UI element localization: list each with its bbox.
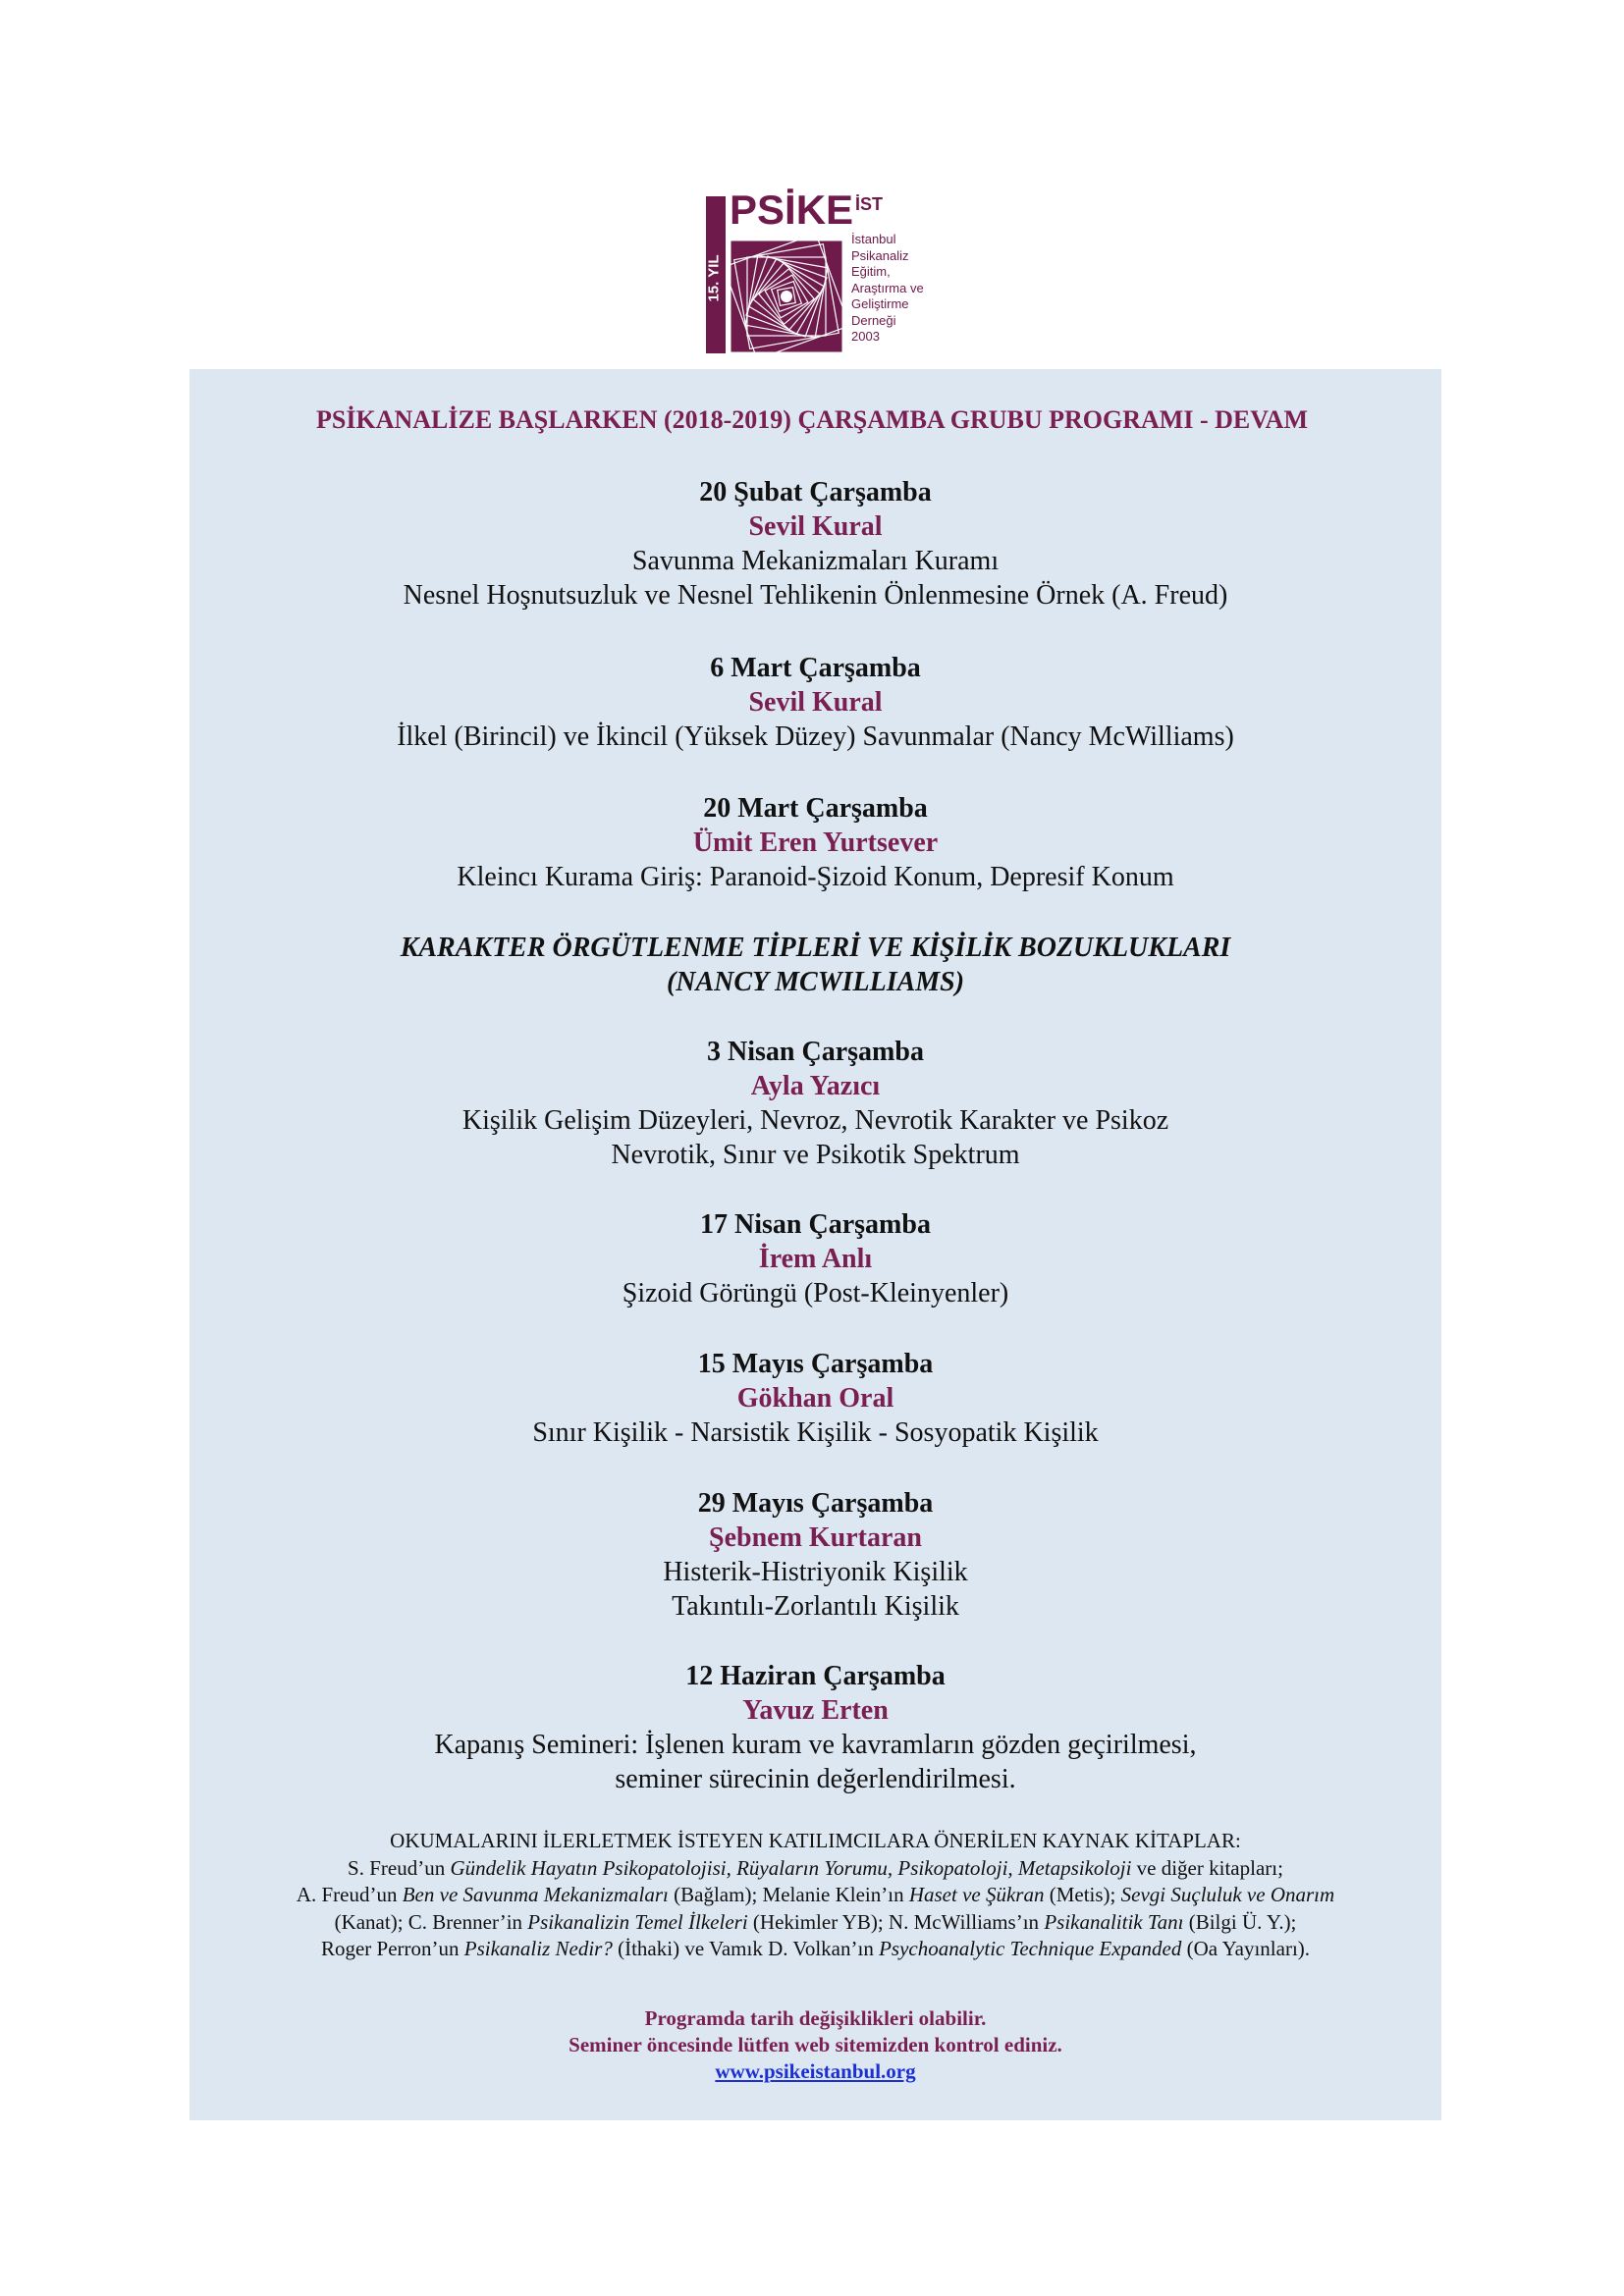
session-speaker: İrem Anlı xyxy=(758,1244,873,1274)
session-date: 29 Mayıs Çarşamba xyxy=(697,1488,934,1519)
session-speaker: Sevil Kural xyxy=(748,687,883,718)
session-topic: Nevrotik, Sınır ve Psikotik Spektrum xyxy=(611,1140,1020,1170)
session-topic: Takıntılı-Zorlantılı Kişilik xyxy=(672,1591,959,1622)
psike-logo xyxy=(706,187,937,363)
reading-line xyxy=(189,1855,1441,1883)
session-date: 3 Nisan Çarşamba xyxy=(707,1037,924,1067)
session-speaker: Sevil Kural xyxy=(748,511,883,542)
session-block xyxy=(189,1347,1441,1450)
reading-text: (Metis); xyxy=(1044,1883,1121,1906)
check-website-note: Seminer öncesinde lütfen web sitemizden kontrol ediniz. xyxy=(568,2033,1062,2056)
footer-notes xyxy=(189,2005,1441,2085)
session-block xyxy=(189,1486,1441,1624)
tagline-line: Eğitim, xyxy=(851,264,891,279)
reading-text: (Hekimler YB); N. McWilliams’ın xyxy=(747,1909,1045,1934)
book-title: Psychoanalytic Technique Expanded xyxy=(879,1937,1182,1960)
session-date: 17 Nisan Çarşamba xyxy=(700,1209,931,1240)
session-topic: Şizoid Görüngü (Post-Kleinyenler) xyxy=(622,1278,1009,1308)
session-speaker: Yavuz Erten xyxy=(742,1695,889,1726)
book-title: Sevgi Suçluluk ve Onarım xyxy=(1120,1883,1335,1906)
reading-text: Roger Perron’un xyxy=(320,1937,464,1960)
session-date: 12 Haziran Çarşamba xyxy=(685,1661,946,1691)
spiral-logo-icon xyxy=(728,236,845,353)
session-speaker: Gökhan Oral xyxy=(736,1383,894,1414)
session-topic: Sınır Kişilik - Narsistik Kişilik - Sosyopatik Kişilik xyxy=(532,1417,1099,1448)
date-change-note: Programda tarih değişiklikleri olabilir. xyxy=(644,2006,987,2030)
session-speaker: Ümit Eren Yurtsever xyxy=(692,828,939,858)
logo-brand-sup: İST xyxy=(855,194,884,214)
session-block xyxy=(189,1659,1441,1796)
page-title: PSİKANALİZE BAŞLARKEN (2018-2019) ÇARŞAMBA GRUBU PROGRAMI - DEVAM xyxy=(316,405,1308,434)
session-speaker: Ayla Yazıcı xyxy=(750,1071,881,1101)
book-title: Psikanaliz Nedir? xyxy=(463,1937,613,1960)
session-topic: Savunma Mekanizmaları Kuramı xyxy=(631,546,1000,576)
session-topic: Kleincı Kurama Giriş: Paranoid-Şizoid Konum, Depresif Konum xyxy=(457,862,1174,892)
session-block xyxy=(189,791,1441,894)
session-date: 15 Mayıs Çarşamba xyxy=(697,1349,934,1379)
reading-line xyxy=(189,1909,1441,1937)
session-topic: İlkel (Birincil) ve İkincil (Yüksek Düzey) Savunmalar (Nancy McWilliams) xyxy=(397,721,1234,752)
section-heading xyxy=(189,931,1441,999)
reading-text: ve diğer kitapları; xyxy=(1131,1855,1283,1880)
session-block xyxy=(189,651,1441,754)
tagline-line: Geliştirme xyxy=(851,296,909,311)
session-date: 20 Mart Çarşamba xyxy=(703,793,928,824)
tagline-line: Psikanaliz xyxy=(851,247,909,263)
book-title: Ben ve Savunma Mekanizmaları xyxy=(402,1883,669,1906)
section-heading-line: KARAKTER ÖRGÜTLENME TİPLERİ VE KİŞİLİK BOZUKLUKLARI xyxy=(400,933,1231,963)
session-block xyxy=(189,1207,1441,1310)
logo-tagline xyxy=(851,232,949,346)
session-topic: Nesnel Hoşnutsuzluk ve Nesnel Tehlikenin Önlenmesine Örnek (A. Freud) xyxy=(403,580,1228,611)
reading-lines xyxy=(189,1855,1441,1963)
tagline-line: 2003 xyxy=(851,329,880,344)
session-topic: Kapanış Semineri: İşlenen kuram ve kavramların gözden geçirilmesi, xyxy=(434,1730,1197,1760)
reading-text: A. Freud’un xyxy=(296,1883,403,1906)
logo-brand: PSİKE xyxy=(730,187,854,233)
reading-line xyxy=(189,1882,1441,1909)
reading-line xyxy=(189,1936,1441,1963)
book-title: Psikanalizin Temel İlkeleri xyxy=(527,1909,748,1934)
session-date: 20 Şubat Çarşamba xyxy=(699,477,932,507)
logo-anniversary-text: 15. YIL xyxy=(705,254,723,302)
session-block xyxy=(189,1035,1441,1172)
reading-text: (Bilgi Ü. Y.); xyxy=(1183,1909,1297,1934)
session-block xyxy=(189,475,1441,613)
reading-text: (Kanat); C. Brenner’in xyxy=(334,1909,528,1934)
reading-list xyxy=(189,1828,1441,1963)
tagline-line: İstanbul xyxy=(851,232,896,246)
section-heading-line: (NANCY MCWILLIAMS) xyxy=(666,967,965,997)
tagline-line: Araştırma ve xyxy=(851,280,924,295)
session-date: 6 Mart Çarşamba xyxy=(710,653,921,683)
logo-anniversary-bar xyxy=(706,196,726,353)
reading-heading: OKUMALARINI İLERLETMEK İSTEYEN KATILIMCILARA ÖNERİLEN KAYNAK KİTAPLAR: xyxy=(390,1829,1241,1852)
session-topic: seminer sürecinin değerlendirilmesi. xyxy=(615,1764,1016,1794)
session-topic: Kişilik Gelişim Düzeyleri, Nevroz, Nevrotik Karakter ve Psikoz xyxy=(461,1105,1169,1136)
reading-text: (Oa Yayınları). xyxy=(1181,1937,1311,1960)
session-topic: Histerik-Histriyonik Kişilik xyxy=(663,1557,968,1587)
reading-text: (Bağlam); Melanie Klein’ın xyxy=(668,1883,909,1906)
reading-text: (İthaki) ve Vamık D. Volkan’ın xyxy=(612,1937,880,1960)
book-title: Psikanalitik Tanı xyxy=(1044,1909,1184,1934)
reading-text: S. Freud’un xyxy=(348,1855,451,1880)
book-title: Gündelik Hayatın Psikopatolojisi, Rüyaların Yorumu, Psikopatoloji, Metapsikoloji xyxy=(450,1855,1132,1880)
book-title: Haset ve Şükran xyxy=(908,1883,1045,1906)
tagline-line: Derneği xyxy=(851,312,896,328)
session-speaker: Şebnem Kurtaran xyxy=(709,1522,922,1553)
website-link[interactable]: www.psikeistanbul.org xyxy=(715,2059,916,2083)
